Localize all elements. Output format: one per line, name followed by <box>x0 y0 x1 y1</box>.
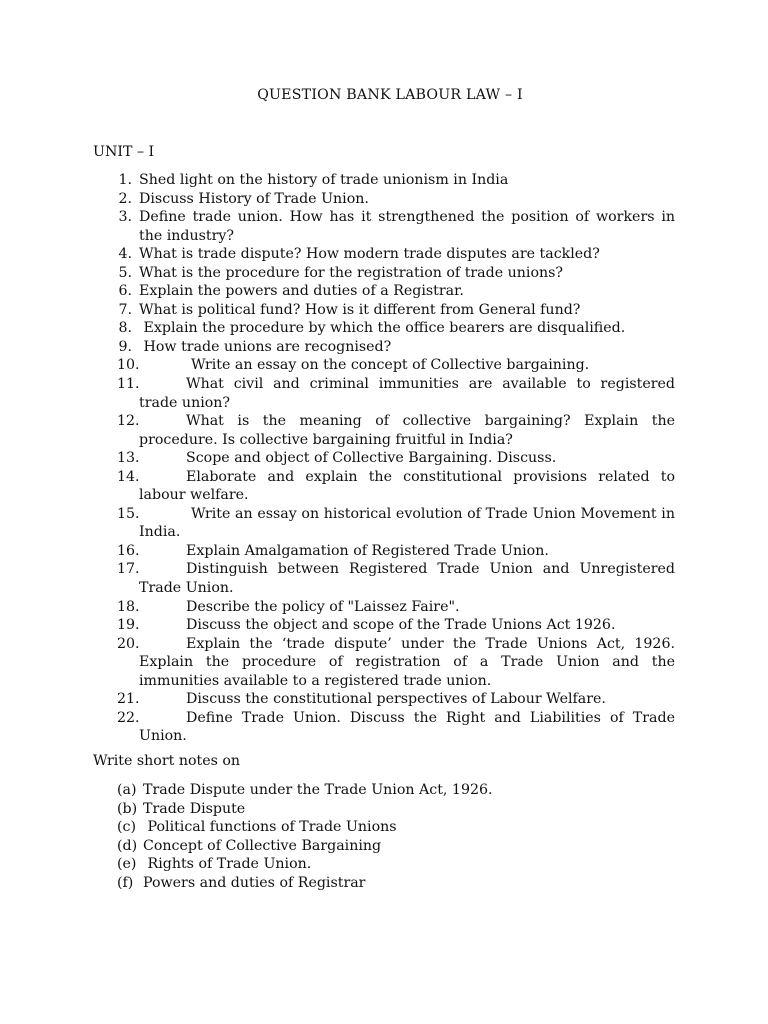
question-text: Discuss History of Trade Union. <box>139 190 369 207</box>
short-note-text: Rights of Trade Union. <box>143 856 312 873</box>
question-item <box>0 635 768 691</box>
short-note-label: (b) <box>117 800 138 817</box>
question-text: Scope and object of Collective Bargaining. Discuss. <box>186 450 557 467</box>
short-notes-list <box>0 781 768 893</box>
question-item <box>0 264 768 283</box>
short-note-label: (e) <box>117 856 137 873</box>
question-text: Write an essay on historical evolution of Trade Union Movement in India. <box>139 505 675 541</box>
short-note-item <box>0 874 768 893</box>
question-text: How trade unions are recognised? <box>139 338 392 355</box>
question-number: 17. <box>117 561 140 578</box>
short-note-text: Trade Dispute <box>143 800 246 817</box>
question-number: 6. <box>118 283 132 300</box>
question-text: Describe the policy of "Laissez Faire". <box>186 598 460 615</box>
short-note-label: (f) <box>117 874 134 891</box>
question-item <box>0 449 768 468</box>
question-text: Write an essay on the concept of Collective bargaining. <box>191 357 590 374</box>
short-note-text: Political functions of Trade Unions <box>143 819 397 836</box>
question-number: 5. <box>118 264 132 281</box>
question-number: 11. <box>117 376 140 393</box>
question-item <box>0 468 768 505</box>
short-note-text: Concept of Collective Bargaining <box>143 837 382 854</box>
question-item <box>0 412 768 449</box>
question-item <box>0 375 768 412</box>
question-list <box>0 171 768 746</box>
short-note-item <box>0 837 768 856</box>
question-number: 14. <box>117 468 140 485</box>
question-text: Define Trade Union. Discuss the Right and Liabilities of Trade Union. <box>139 709 675 745</box>
question-item <box>0 245 768 264</box>
question-number: 21. <box>117 691 140 708</box>
question-text: Discuss the constitutional perspectives of Labour Welfare. <box>186 691 606 708</box>
short-note-label: (d) <box>117 837 138 854</box>
question-number: 19. <box>117 617 140 634</box>
question-text: Define trade union. How has it strengthened the position of workers in the industry? <box>139 209 675 244</box>
question-text: What is the meaning of collective bargaining? Explain the procedure. Is collective bargaining fruitful in India? <box>139 413 675 448</box>
question-item <box>0 338 768 357</box>
short-note-item <box>0 855 768 874</box>
question-item <box>0 690 768 709</box>
question-number: 18. <box>117 598 140 615</box>
question-text: Shed light on the history of trade unionism in India <box>139 172 509 188</box>
short-note-text: Powers and duties of Registrar <box>143 874 366 891</box>
question-number: 2. <box>118 190 132 207</box>
question-number: 9. <box>118 338 132 355</box>
question-text: Elaborate and explain the constitutional provisions related to labour welfare. <box>139 468 675 504</box>
question-item <box>0 301 768 320</box>
question-text: Explain the procedure by which the office bearers are disqualified. <box>139 320 626 337</box>
question-item <box>0 356 768 375</box>
question-text: What is trade dispute? How modern trade disputes are tackled? <box>139 246 600 263</box>
question-text: Explain the ‘trade dispute’ under the Trade Unions Act, 1926. Explain the procedure of registration of a Trade Union and the immunities available to a registered trade union. <box>139 635 675 689</box>
question-text: What is political fund? How is it different from General fund? <box>139 301 581 318</box>
question-item <box>0 208 768 245</box>
short-note-item <box>0 800 768 819</box>
question-number: 7. <box>118 301 132 318</box>
question-item <box>0 319 768 338</box>
question-number: 16. <box>117 542 140 559</box>
question-text: Distinguish between Registered Trade Union and Unregistered Trade Union. <box>139 561 675 597</box>
short-notes-heading: Write short notes on <box>93 753 241 769</box>
question-item <box>0 598 768 617</box>
question-item <box>0 171 768 190</box>
question-text: Discuss the object and scope of the Trade Unions Act 1926. <box>186 617 616 634</box>
question-number: 1. <box>118 172 132 188</box>
short-note-text: Trade Dispute under the Trade Union Act, 1926. <box>143 782 493 798</box>
question-number: 15. <box>117 505 140 522</box>
question-text: What civil and criminal immunities are available to registered trade union? <box>139 376 675 411</box>
short-note-label: (c) <box>117 819 137 836</box>
question-number: 22. <box>117 709 140 726</box>
short-note-label: (a) <box>117 782 137 798</box>
question-text: What is the procedure for the registration of trade unions? <box>139 264 564 281</box>
unit-heading: UNIT – I <box>93 144 155 160</box>
question-number: 10. <box>117 357 140 374</box>
question-number: 8. <box>118 320 132 337</box>
question-text: Explain the powers and duties of a Registrar. <box>139 283 464 300</box>
question-item <box>0 560 768 597</box>
question-text: Explain Amalgamation of Registered Trade Union. <box>186 542 549 559</box>
question-number: 13. <box>117 450 140 467</box>
question-item <box>0 616 768 635</box>
question-item <box>0 505 768 542</box>
document-title: QUESTION BANK LABOUR LAW – I <box>257 87 523 103</box>
question-number: 20. <box>117 635 140 652</box>
question-item <box>0 190 768 209</box>
question-number: 4. <box>118 246 132 263</box>
short-note-item <box>0 781 768 800</box>
question-number: 3. <box>118 209 132 226</box>
question-item <box>0 282 768 301</box>
short-note-item <box>0 818 768 837</box>
question-item <box>0 542 768 561</box>
question-number: 12. <box>117 413 140 430</box>
question-item <box>0 709 768 746</box>
